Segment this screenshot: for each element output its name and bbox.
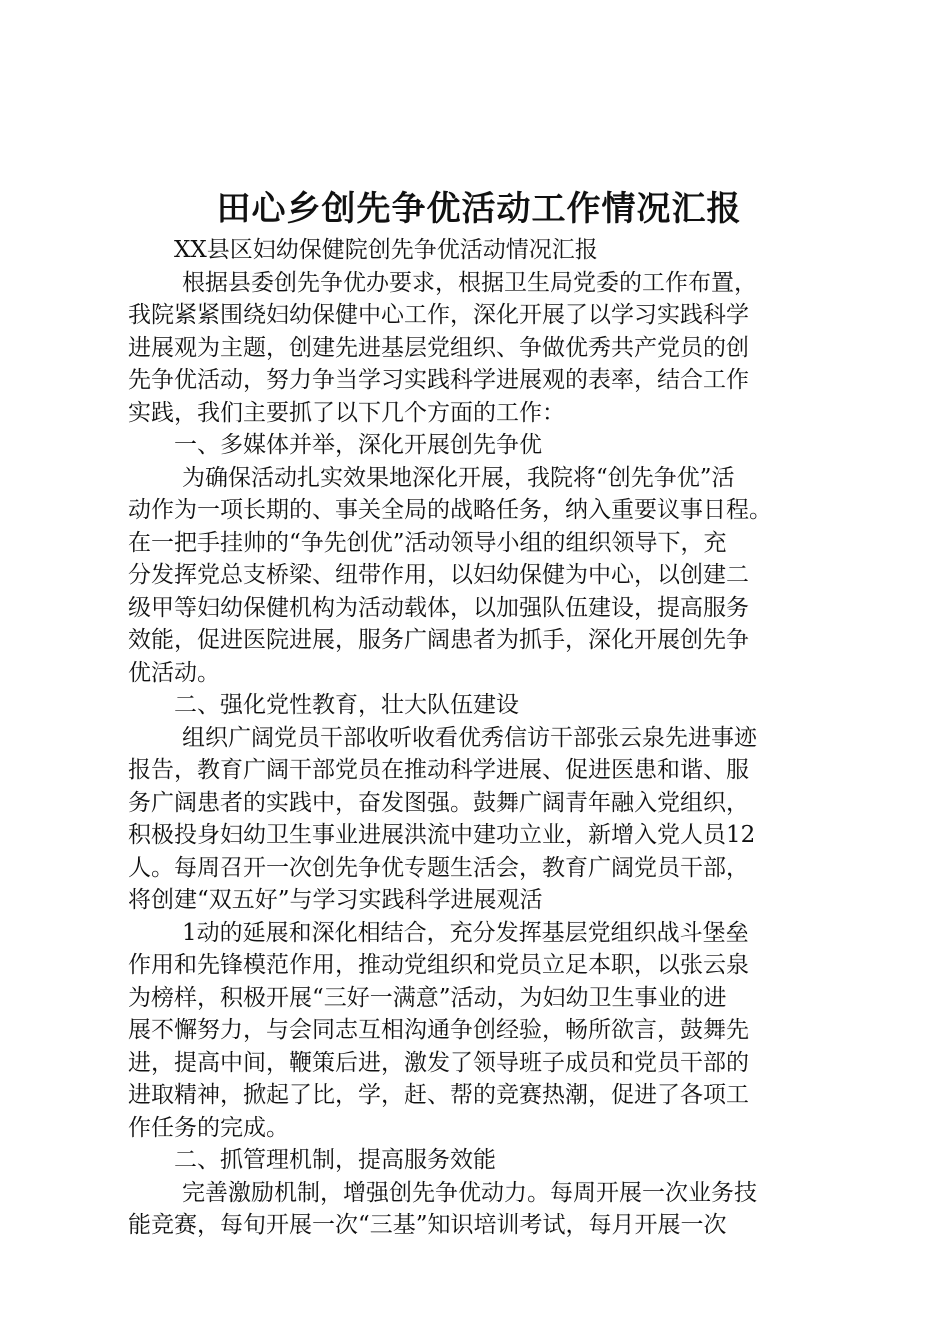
document-title: 田心乡创先争优活动工作情况汇报: [216, 189, 742, 229]
document-page: [128, 186, 830, 1242]
document-line: 分发挥党总支桥梁、纽带作用，以妇幼保健为中心，以创建二: [128, 562, 749, 588]
document-line: 动作为一项长期的、事关全局的战略任务，纳入重要议事日程。: [128, 497, 772, 523]
document-body: [128, 234, 830, 1242]
document-line: 二、强化党性教育，壮大队伍建设: [174, 692, 519, 718]
document-line: 完善激励机制，增强创先争优动力。每周开展一次业务技: [182, 1179, 757, 1206]
document-line: 为榜样，积极开展“三好一满意”活动，为妇幼卫生事业的进: [128, 984, 727, 1011]
document-line: 先争优活动，努力争当学习实践科学进展观的表率，结合工作: [128, 367, 749, 393]
document-line: 根据县委创先争优办要求，根据卫生局党委的工作布置，: [182, 269, 757, 296]
document-line: 人。每周召开一次创先争优专题生活会，教育广阔党员干部，: [128, 854, 749, 881]
document-line: XX县区妇幼保健院创先争优活动情况汇报: [174, 237, 598, 263]
document-line: 展不懈努力，与会同志互相沟通争创经验，畅所欲言，鼓舞先: [128, 1017, 749, 1043]
document-line: 1动的延展和深化相结合，充分发挥基层党组织战斗堡垒: [182, 919, 749, 946]
document-line: 为确保活动扎实效果地深化开展，我院将“创先争优”活: [182, 464, 735, 491]
document-line: 将创建“双五好”与学习实践科学进展观活: [128, 887, 543, 913]
document-line: 实践，我们主要抓了以下几个方面的工作：: [128, 399, 565, 426]
document-line: 级甲等妇幼保健机构为活动载体，以加强队伍建设，提高服务: [128, 594, 749, 621]
document-line: 作用和先锋模范作用，推动党组织和党员立足本职，以张云泉: [128, 952, 749, 978]
document-line: 能竞赛，每旬开展一次“三基”知识培训考试，每月开展一次: [128, 1212, 727, 1238]
document-line: 进，提高中间，鞭策后进，激发了领导班子成员和党员干部的: [128, 1049, 749, 1076]
document-line: 务广阔患者的实践中，奋发图强。鼓舞广阔青年融入党组织，: [128, 789, 749, 816]
document-line: 我院紧紧围绕妇幼保健中心工作，深化开展了以学习实践科学: [128, 302, 749, 328]
document-line: 组织广阔党员干部收听收看优秀信访干部张云泉先进事迹: [182, 724, 757, 751]
document-line: 二、抓管理机制，提高服务效能: [174, 1147, 496, 1173]
document-line: 优活动。: [128, 659, 220, 686]
document-line: 进取精神，掀起了比，学，赶、帮的竞赛热潮，促进了各项工: [128, 1082, 749, 1108]
document-line: 一、多媒体并举，深化开展创先争优: [174, 432, 542, 458]
document-line: 积极投身妇幼卫生事业进展洪流中建功立业，新增入党人员12: [128, 822, 756, 848]
document-line: 报告，教育广阔干部党员在推动科学进展、促进医患和谐、服: [128, 757, 749, 783]
document-line: 在一把手挂帅的“争先创优”活动领导小组的组织领导下，充: [128, 529, 727, 556]
document-line: 效能，促进医院进展，服务广阔患者为抓手，深化开展创先争: [128, 627, 749, 653]
document-line: 进展观为主题，创建先进基层党组织、争做优秀共产党员的创: [128, 334, 749, 361]
document-line: 作任务的完成。: [128, 1114, 289, 1141]
